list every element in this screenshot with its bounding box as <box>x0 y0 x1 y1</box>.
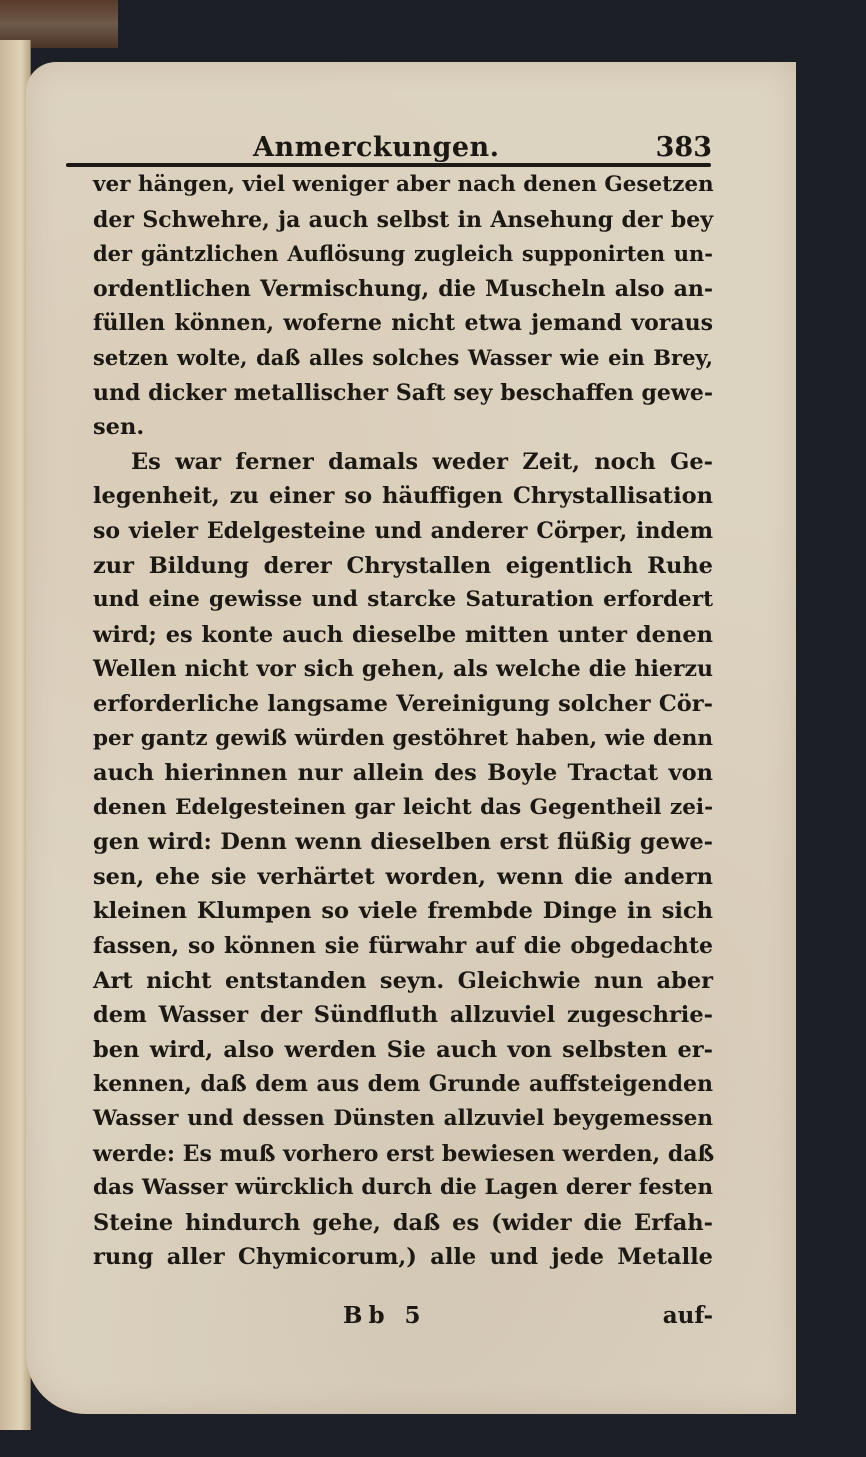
text-line: Art nicht entstanden seyn. Gleichwie nun aber <box>93 967 713 994</box>
text-line: Wasser und dessen Dünsten allzuviel beygemessen <box>93 1106 713 1132</box>
signature-mark: Bb 5 <box>343 1302 427 1329</box>
paragraph-start: Es war ferner damals weder Zeit, noch Ge- <box>131 448 713 475</box>
text-line: legenheit, zu einer so häuffigen Chrystallisation <box>93 483 713 510</box>
text-line: zur Bildung derer Chrystallen eigentlich Ruhe <box>93 552 713 579</box>
body-text <box>93 168 713 1275</box>
text-line: fassen, so können sie fürwahr auf die obgedachte <box>93 933 713 960</box>
text-line: Steine hindurch gehe, daß es (wider die Erfah- <box>93 1209 713 1236</box>
page-number: 383 <box>655 132 712 163</box>
text-line: ver hängen, viel weniger aber nach denen Gesetzen <box>93 172 714 197</box>
text-line: rung aller Chymicorum,) alle und jede Metalle <box>93 1244 713 1271</box>
text-line: sen. <box>93 414 145 441</box>
text-line: das Wasser würcklich durch die Lagen derer festen <box>93 1175 713 1201</box>
text-line: erforderliche langsame Vereinigung solcher Cör- <box>93 690 713 717</box>
text-line: der gäntzlichen Auflösung zugleich supponirten un- <box>93 241 713 267</box>
text-line: auch hierinnen nur allein des Boyle Tractat von <box>93 760 713 787</box>
text-line: kleinen Klumpen so viele frembde Dinge in sich <box>93 898 713 925</box>
running-title: Anmerckungen. <box>253 132 500 163</box>
text-line: und eine gewisse und starcke Saturation erfordert <box>93 587 713 613</box>
text-line: der Schwehre, ja auch selbst in Ansehung der bey <box>93 206 713 233</box>
text-line: ordentlichen Vermischung, die Muscheln also an- <box>93 275 713 302</box>
book-page <box>26 62 796 1414</box>
page-footer <box>93 1302 713 1338</box>
text-line: per gantz gewiß würden gestöhret haben, wie denn <box>93 725 713 751</box>
text-line: setzen wolte, daß alles solches Wasser wie ein Brey, <box>93 344 713 370</box>
text-line: gen wird: Denn wenn dieselben erst flüßig gewe- <box>93 829 713 856</box>
text-line: wird; es konte auch dieselbe mitten unter denen <box>93 621 713 648</box>
text-line: Wellen nicht vor sich gehen, als welche die hierzu <box>93 656 713 683</box>
text-line: sen, ehe sie verhärtet worden, wenn die andern <box>93 863 713 890</box>
header-rule <box>66 163 711 167</box>
text-line: füllen können, woferne nicht etwa jemand voraus <box>93 310 713 337</box>
text-line: denen Edelgesteinen gar leicht das Gegentheil zei- <box>93 794 713 820</box>
text-line: und dicker metallischer Saft sey beschaffen gewe- <box>93 379 713 406</box>
text-line: kennen, daß dem aus dem Grunde auffsteigenden <box>93 1071 713 1098</box>
text-line: werde: Es muß vorhero erst bewiesen werden, daß <box>93 1140 715 1167</box>
catchword: auf- <box>662 1302 713 1329</box>
text-line: so vieler Edelgesteine und anderer Cörper, indem <box>93 517 713 544</box>
text-line: ben wird, also werden Sie auch von selbsten er- <box>93 1036 713 1063</box>
text-line: dem Wasser der Sündfluth allzuviel zugeschrie- <box>93 1002 713 1029</box>
